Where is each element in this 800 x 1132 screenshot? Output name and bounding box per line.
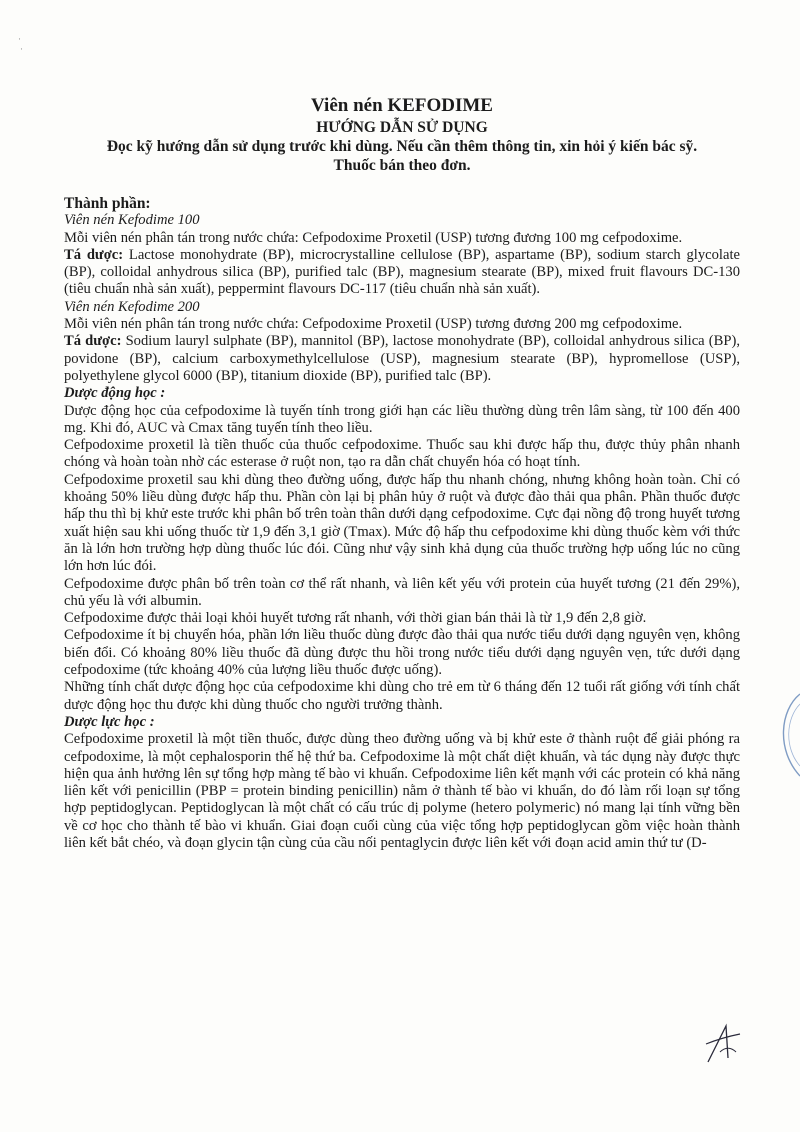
pharmacodynamics-heading: Dược lực học :	[64, 713, 155, 730]
pharmacokinetics-heading: Dược động học :	[64, 385, 166, 402]
kefodime-200-excipients-text: Sodium lauryl sulphate (BP), mannitol (BP), lactose monohydrate (BP), colloidal anhydrous silica (BP), povidone (BP), calcium carboxymethylcellulose (USP), magnesium stearate (BP), hypromellose (USP), polyethylene glycol 6000 (BP), titanium dioxide (BP), purified talc (BP).	[64, 333, 740, 384]
excipient-label: Tá dược:	[64, 333, 122, 350]
pharmacokinetics-paragraph: Cefpodoxime proxetil là tiền thuốc của thuốc cefpodoxime. Thuốc sau khi được hấp thu, được thủy phân nhanh chóng và hoàn toàn nhờ các esterase ở ruột non, tạo ra dẫn chất chuyển hóa có hoạt tính.	[64, 437, 740, 471]
scan-speck: ·	[18, 34, 21, 44]
pharmacokinetics-paragraph: Cefpodoxime được phân bố trên toàn cơ thể rất nhanh, và liên kết yếu với protein của huyết tương (21 đến 29%), chủ yếu là với albumin.	[64, 575, 740, 609]
signature-icon	[702, 1022, 742, 1064]
kefodime-200-name: Viên nén Kefodime 200	[64, 298, 200, 315]
pharmacokinetics-paragraph: Cefpodoxime proxetil sau khi dùng theo đường uống, được hấp thu nhanh chóng, nhưng không hoàn toàn. Chỉ có khoảng 50% liều dùng được hấp thu. Phần còn lại bị phân hủy ở ruột và được đào thải qua phân. Phần thuốc được hấp thu thì bị khử este trước khi phân bố trên toàn thân dưới dạng cefpodoxime. Cực đại nồng độ trong huyết tương xuất hiện sau khi uống thuốc từ 1,9 đến 3,1 giờ (Tmax). Mức độ hấp thu cefpodoxime khi dùng thuốc kèm với thức ăn là lớn hơn trường hợp dùng thuốc lúc đói. Cũng như vậy sinh khả dụng của thuốc trường hợp uống lúc no cũng lớn hơn lúc đói.	[64, 471, 740, 575]
kefodime-100-active: Mỗi viên nén phân tán trong nước chứa: Cefpodoxime Proxetil (USP) tương đương 100 mg cefpodoxime.	[64, 229, 683, 246]
pharmacokinetics-paragraph: Dược động học của cefpodoxime là tuyến tính trong giới hạn các liều thường dùng trên lâm sàng, từ 100 đến 400 mg. Khi đó, AUC và Cmax tăng tuyến tính theo liều.	[64, 402, 740, 436]
excipient-label: Tá dược:	[64, 246, 124, 263]
pharmacodynamics-paragraph: Cefpodoxime proxetil là một tiền thuốc, được dùng theo đường uống và bị khử este ở thành ruột để giải phóng ra cefpodoxime, là một cephalosporin thế hệ thứ ba. Cefpodoxime là một chất diệt khuẩn, và tác dụng này được thực hiện qua ảnh hưởng lên sự tổng hợp màng tế bào vi khuẩn. Cefpodoxime liên kết mạnh với các protein có khả năng liên kết với penicillin (PBP = protein binding penicillin) nằm ở thành tế bào vi khuẩn, do đó làm rối loạn sự tổng hợp peptidoglycan. Peptidoglycan là một chất có cấu trúc dị polyme (hetero polymeric) nó mang lại tính vững bền về cơ học cho thành tế bào vi khuẩn. Giai đoạn cuối cùng của việc tổng hợp peptidoglycan gồm việc hoàn thành liên kết bắt chéo, và đoạn glycin tận cùng của cầu nối pentaglycin được liên kết với đoạn acid amin thứ tư (D-	[64, 731, 740, 851]
leaflet-page	[64, 94, 740, 852]
kefodime-100-excipients-text: Lactose monohydrate (BP), microcrystalline cellulose (BP), aspartame (BP), sodium starch glycolate (BP), colloidal anhydrous silica (BP), purified talc (BP), magnesium stearate (BP), mixed fruit flavours DC-130 (tiêu chuẩn nhà sản xuất), peppermint flavours DC-117 (tiêu chuẩn nhà sản xuất).	[64, 246, 740, 298]
leaflet-header	[64, 94, 740, 175]
kefodime-200-excipients	[64, 333, 740, 385]
product-title: Viên nén KEFODIME	[311, 95, 493, 116]
advice-line-1: Đọc kỹ hướng dẫn sử dụng trước khi dùng. Nếu cần thêm thông tin, xin hỏi ý kiến bác sỹ.	[106, 138, 698, 155]
scan-speck: ·	[20, 44, 23, 54]
document-subtitle: HƯỚNG DẪN SỬ DỤNG	[316, 119, 488, 136]
kefodime-100-name: Viên nén Kefodime 100	[64, 212, 200, 229]
pharmacokinetics-paragraph: Những tính chất dược động học của cefpodoxime khi dùng cho trẻ em từ 6 tháng đến 12 tuổi rất giống với tính chất dược động học thu được khi dùng thuốc cho người trưởng thành.	[64, 679, 740, 713]
stamp-edge-icon	[770, 690, 800, 780]
pharmacokinetics-paragraph: Cefpodoxime ít bị chuyển hóa, phần lớn liều thuốc dùng được đào thải qua nước tiểu dưới dạng nguyên vẹn, không biến đổi. Có khoảng 80% liều thuốc đã dùng được thu hồi trong nước tiểu dưới dạng nguyên vẹn, tức dưới dạng cefpodoxime (tức khoảng 40% của lượng liều thuốc được uống).	[64, 627, 740, 679]
kefodime-200-active: Mỗi viên nén phân tán trong nước chứa: Cefpodoxime Proxetil (USP) tương đương 200 mg cefpodoxime.	[64, 316, 683, 333]
kefodime-100-excipients	[64, 247, 740, 299]
leaflet-body	[64, 195, 740, 852]
pharmacokinetics-paragraph: Cefpodoxime được thải loại khỏi huyết tương rất nhanh, với thời gian bán thải là từ 1,9 đến 2,8 giờ.	[64, 610, 647, 627]
advice-line-2: Thuốc bán theo đơn.	[333, 157, 471, 174]
composition-heading: Thành phần:	[64, 195, 151, 212]
